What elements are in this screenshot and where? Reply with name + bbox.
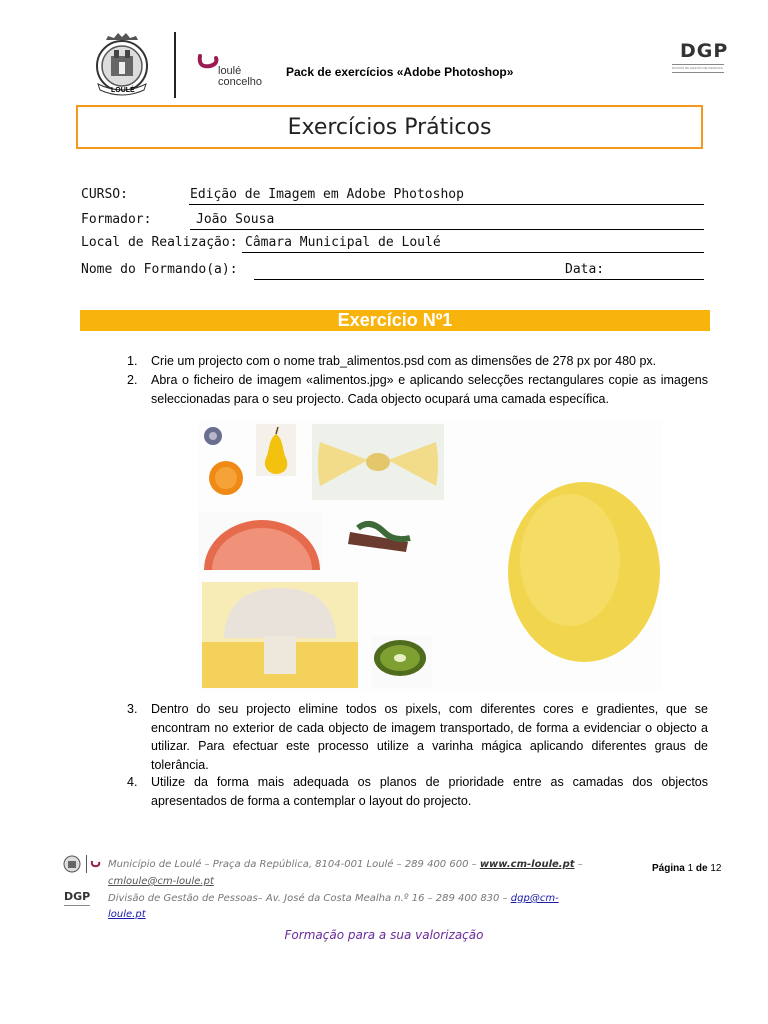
crest-text: LOULÉ bbox=[111, 87, 135, 94]
step-number: 3. bbox=[127, 702, 138, 716]
pack-title: Pack de exercícios «Adobe Photoshop» bbox=[286, 65, 514, 79]
footer-divider bbox=[86, 855, 87, 873]
page-current: 1 bbox=[687, 863, 694, 874]
footer-email-line bbox=[108, 874, 214, 890]
exercise-banner bbox=[80, 310, 710, 331]
curso-label: CURSO: bbox=[81, 187, 128, 202]
dgp-logo bbox=[672, 40, 728, 80]
curso-value: Edição de Imagem em Adobe Photoshop bbox=[190, 187, 464, 202]
dgp-email-link[interactable]: dgp@cm- bbox=[510, 893, 559, 904]
footer-dgp-logo bbox=[64, 890, 94, 912]
footer-dgp-address: Divisão de Gestão de Pessoas– Av. José da Costa Mealha n.º 16 – 289 400 830 – bbox=[108, 893, 508, 904]
dgp-logo-text: DGP bbox=[680, 40, 729, 62]
loule-wordmark-line2: concelho bbox=[218, 76, 263, 88]
step-text: Dentro do seu projecto elimine todos os pixels, com diferentes cores e gradientes, que se encontram no exterior de cada objecto de imagem transportado, de forma a evidenciar o objecto a utilizar. Para efectuar este processo utilize a varinha mágica aplicando diferentes graus de tolerância. bbox=[151, 702, 708, 772]
footer-crest-icon bbox=[62, 853, 82, 873]
loule-wordmark-line1: loulé bbox=[218, 65, 242, 77]
footer-address-line1 bbox=[108, 857, 583, 873]
food-objects-image bbox=[198, 420, 662, 690]
dgp-logo-subtext: DIVISÃO DE GESTÃO DE PESSOAS bbox=[672, 66, 723, 70]
exercise-title: Exercício Nº1 bbox=[337, 310, 453, 330]
nome-formando-field[interactable] bbox=[254, 279, 704, 280]
cmloule-email-link[interactable]: cmloule@cm-loule.pt bbox=[108, 876, 214, 887]
footer-dgp-line-continued bbox=[108, 907, 146, 923]
page-label: Página bbox=[652, 863, 685, 874]
page-of: de bbox=[695, 863, 708, 874]
website-link[interactable]: www.cm-loule.pt bbox=[479, 859, 575, 870]
step-text: Crie um projecto com o nome trab_alimentos.psd com as dimensões de 278 px por 480 px. bbox=[151, 354, 657, 368]
data-label: Data: bbox=[565, 262, 605, 277]
curso-underline bbox=[189, 204, 704, 205]
footer-slogan: Formação para a sua valorização bbox=[284, 928, 484, 942]
step-number: 2. bbox=[127, 373, 138, 387]
footer-address-text: Município de Loulé – Praça da República, 8104-001 Loulé – 289 400 600 – bbox=[108, 859, 477, 870]
formador-value: João Sousa bbox=[196, 212, 275, 227]
nome-formando-label: Nome do Formando(a): bbox=[81, 262, 238, 277]
local-value: Câmara Municipal de Loulé bbox=[245, 235, 441, 250]
dgp-email-link-continued[interactable]: loule.pt bbox=[108, 909, 146, 920]
step-text: Utilize da forma mais adequada os planos de prioridade entre as camadas dos objectos apresentados de forma a contemplar o layout do projecto. bbox=[151, 775, 708, 808]
formador-underline bbox=[190, 229, 704, 230]
step-text: Abra o ficheiro de imagem «alimentos.jpg» e aplicando selecções rectangulares copie as imagens seleccionadas para o seu projecto. Cada objecto ocupará uma camada específica. bbox=[151, 373, 708, 406]
footer-dgp-line bbox=[108, 891, 559, 907]
page-total: 12 bbox=[710, 863, 722, 874]
local-label: Local de Realização: bbox=[81, 235, 238, 250]
footer-separator: – bbox=[577, 859, 583, 870]
step-number: 1. bbox=[127, 354, 138, 368]
footer-dgp-text: DGP bbox=[64, 890, 91, 903]
local-underline bbox=[242, 252, 704, 253]
loule-crest-logo bbox=[92, 30, 152, 100]
header-divider bbox=[174, 32, 176, 98]
page-number bbox=[652, 863, 722, 874]
footer-loule-icon bbox=[90, 857, 106, 869]
page-title: Exercícios Práticos bbox=[287, 115, 492, 140]
formador-label: Formador: bbox=[81, 212, 152, 227]
step-number: 4. bbox=[127, 775, 138, 789]
title-box bbox=[76, 105, 703, 149]
loule-concelho-wordmark bbox=[218, 66, 262, 88]
